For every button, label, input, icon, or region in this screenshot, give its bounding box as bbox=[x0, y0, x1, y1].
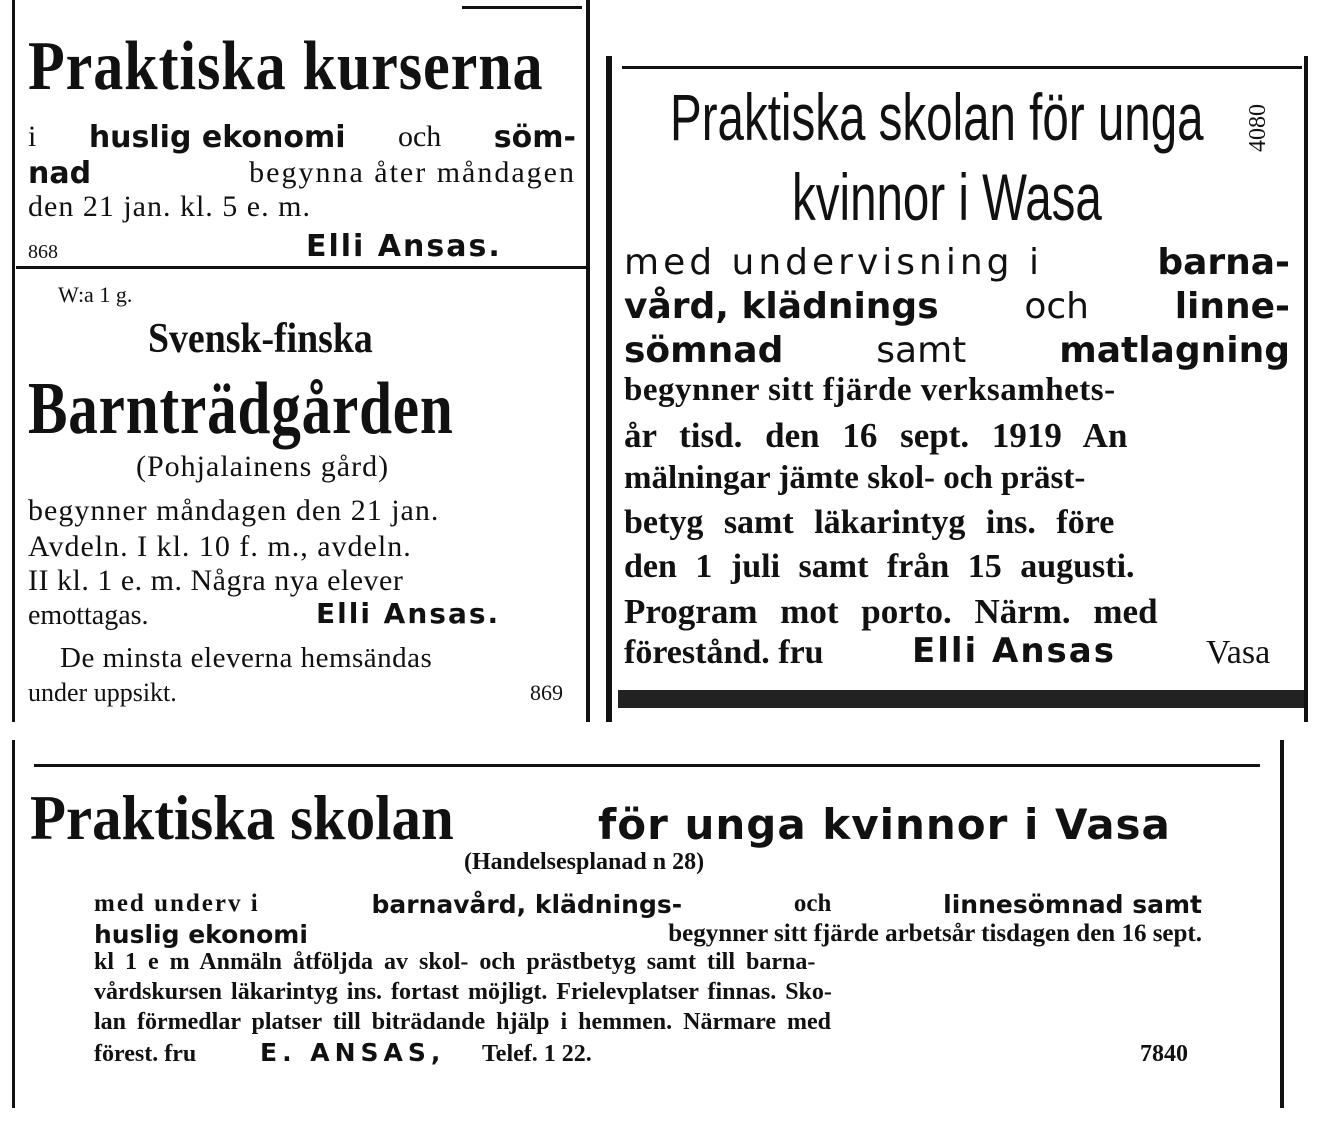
column-rule-left bbox=[12, 0, 15, 722]
ad4-line-4: vårdskursen läkarintyg ins. fortast möjligt. Frielevplatser finnas. Sko- bbox=[94, 979, 832, 1005]
ad2-subtitle: (Pohjalainens gård) bbox=[136, 450, 390, 483]
ad4-title-b: för unga kvinnor i Vasa bbox=[598, 800, 1171, 849]
column-rule-right bbox=[586, 0, 590, 722]
ad1-text: och bbox=[397, 120, 442, 153]
clipping-top-right bbox=[600, 56, 1316, 722]
ad1-text-bold: huslig ekonomi bbox=[88, 120, 346, 155]
ad2-title-1: Svensk-finska bbox=[148, 316, 373, 362]
ad4-text-bold: huslig ekonomi bbox=[94, 920, 308, 949]
ad2-signature: Elli Ansas. bbox=[316, 597, 501, 630]
ad4-line-5: lan förmedlar platser till biträdande hjälp i hemmen. Närmare med bbox=[94, 1009, 831, 1035]
ad4-line-6c: Telef. 1 22. bbox=[482, 1041, 592, 1067]
ad2-prefix: W:a 1 g. bbox=[58, 282, 133, 307]
top-rule bbox=[622, 66, 1302, 69]
ad4-text: och bbox=[793, 890, 832, 917]
ad3-signature: Elli Ansas bbox=[912, 631, 1116, 671]
ad3-line-5: år tisd. den 16 sept. 1919 An bbox=[624, 416, 1128, 455]
ad4-number: 7840 bbox=[1140, 1041, 1188, 1067]
ad1-line-2 bbox=[28, 156, 576, 191]
ad4-title-a: Praktiska skolan bbox=[30, 782, 454, 853]
ad3-text-bold: barna- bbox=[1157, 242, 1290, 283]
ad3-line-1 bbox=[624, 242, 1290, 283]
column-rule-left bbox=[606, 56, 612, 722]
ad3-text-bold: vård, klädnings bbox=[624, 286, 939, 327]
ad3-text: samt bbox=[876, 330, 967, 371]
column-rule-right bbox=[1304, 56, 1308, 722]
ad4-text: med underv i bbox=[94, 890, 260, 917]
ad2-line-3: II kl. 1 e. m. Några nya elever bbox=[28, 564, 404, 597]
ad3-title-2: kvinnor i Wasa bbox=[792, 160, 1102, 234]
ad1-text-bold: söm- bbox=[493, 120, 576, 155]
ad3-text-bold: matlagning bbox=[1059, 330, 1290, 371]
ad1-title: Praktiska kurserna bbox=[28, 28, 544, 105]
ad1-text: begynna åter måndagen bbox=[249, 156, 576, 189]
ad1-signature: Elli Ansas. bbox=[306, 229, 502, 264]
ad1-text-bold: nad bbox=[28, 156, 92, 191]
ad2-line-2: Avdeln. I kl. 10 f. m., avdeln. bbox=[28, 530, 412, 563]
ad1-line-1 bbox=[28, 120, 576, 155]
ad4-text: begynner sitt fjärde arbetsår tisdagen den 16 sept. bbox=[668, 920, 1202, 947]
ad3-line-10a: förestånd. fru bbox=[624, 634, 824, 671]
ad2-line-6a: under uppsikt. bbox=[28, 678, 177, 707]
column-rule-right bbox=[1280, 740, 1284, 1108]
ad3-line-4: begynner sitt fjärde verksamhets- bbox=[624, 372, 1116, 408]
ad3-text: med undervisning i bbox=[624, 242, 1043, 283]
ad1-text: i bbox=[28, 120, 37, 153]
top-rule bbox=[462, 6, 582, 9]
ad3-text-bold: sömnad bbox=[624, 330, 784, 371]
ad-separator bbox=[16, 266, 586, 269]
ad4-text-bold: barnavård, klädnings- bbox=[371, 890, 683, 919]
ad2-line-4a: emottagas. bbox=[28, 600, 149, 631]
clipping-top-left bbox=[12, 0, 590, 722]
ad2-line-1: begynner måndagen den 21 jan. bbox=[28, 494, 440, 527]
column-rule-left bbox=[12, 740, 15, 1108]
ad4-line-3: kl 1 e m Anmäln åtföljda av skol- och prästbetyg samt till barna- bbox=[94, 949, 816, 975]
clipping-bottom bbox=[12, 740, 1284, 1108]
ad3-line-9: Program mot porto. Närm. med bbox=[624, 592, 1158, 631]
ad3-line-10c: Vasa bbox=[1206, 634, 1271, 671]
top-rule bbox=[34, 764, 1260, 767]
ad3-side-number: 4080 bbox=[1245, 104, 1271, 152]
ad3-title-1: Praktiska skolan för unga bbox=[670, 80, 1204, 154]
ad3-line-3 bbox=[624, 330, 1290, 371]
ad3-line-7: betyg samt läkarintyg ins. före bbox=[624, 504, 1115, 541]
bottom-rule-heavy bbox=[618, 690, 1304, 708]
ad4-line-6a: förest. fru bbox=[94, 1041, 197, 1067]
ad4-signature: E. ANSAS, bbox=[260, 1038, 446, 1067]
ad3-line-2 bbox=[624, 286, 1290, 327]
ad2-number: 869 bbox=[530, 680, 563, 705]
ad4-text-bold: linnesömnad samt bbox=[943, 890, 1202, 919]
ad3-line-8: den 1 juli samt från 15 augusti. bbox=[624, 548, 1135, 585]
ad1-line-3: den 21 jan. kl. 5 e. m. bbox=[28, 190, 311, 223]
ad2-title-2: Barnträdgården bbox=[28, 368, 454, 450]
ad3-text-bold: linne- bbox=[1174, 286, 1290, 327]
ad4-line-1 bbox=[94, 890, 1202, 919]
ad4-line-2 bbox=[94, 920, 1202, 949]
ad4-subtitle: (Handelsesplanad n 28) bbox=[464, 849, 705, 875]
ad1-number: 868 bbox=[28, 241, 58, 263]
ad2-line-5: De minsta eleverna hemsändas bbox=[60, 642, 433, 674]
ad3-line-6: mälningar jämte skol- och präst- bbox=[624, 460, 1086, 496]
ad3-text: och bbox=[1024, 286, 1089, 327]
